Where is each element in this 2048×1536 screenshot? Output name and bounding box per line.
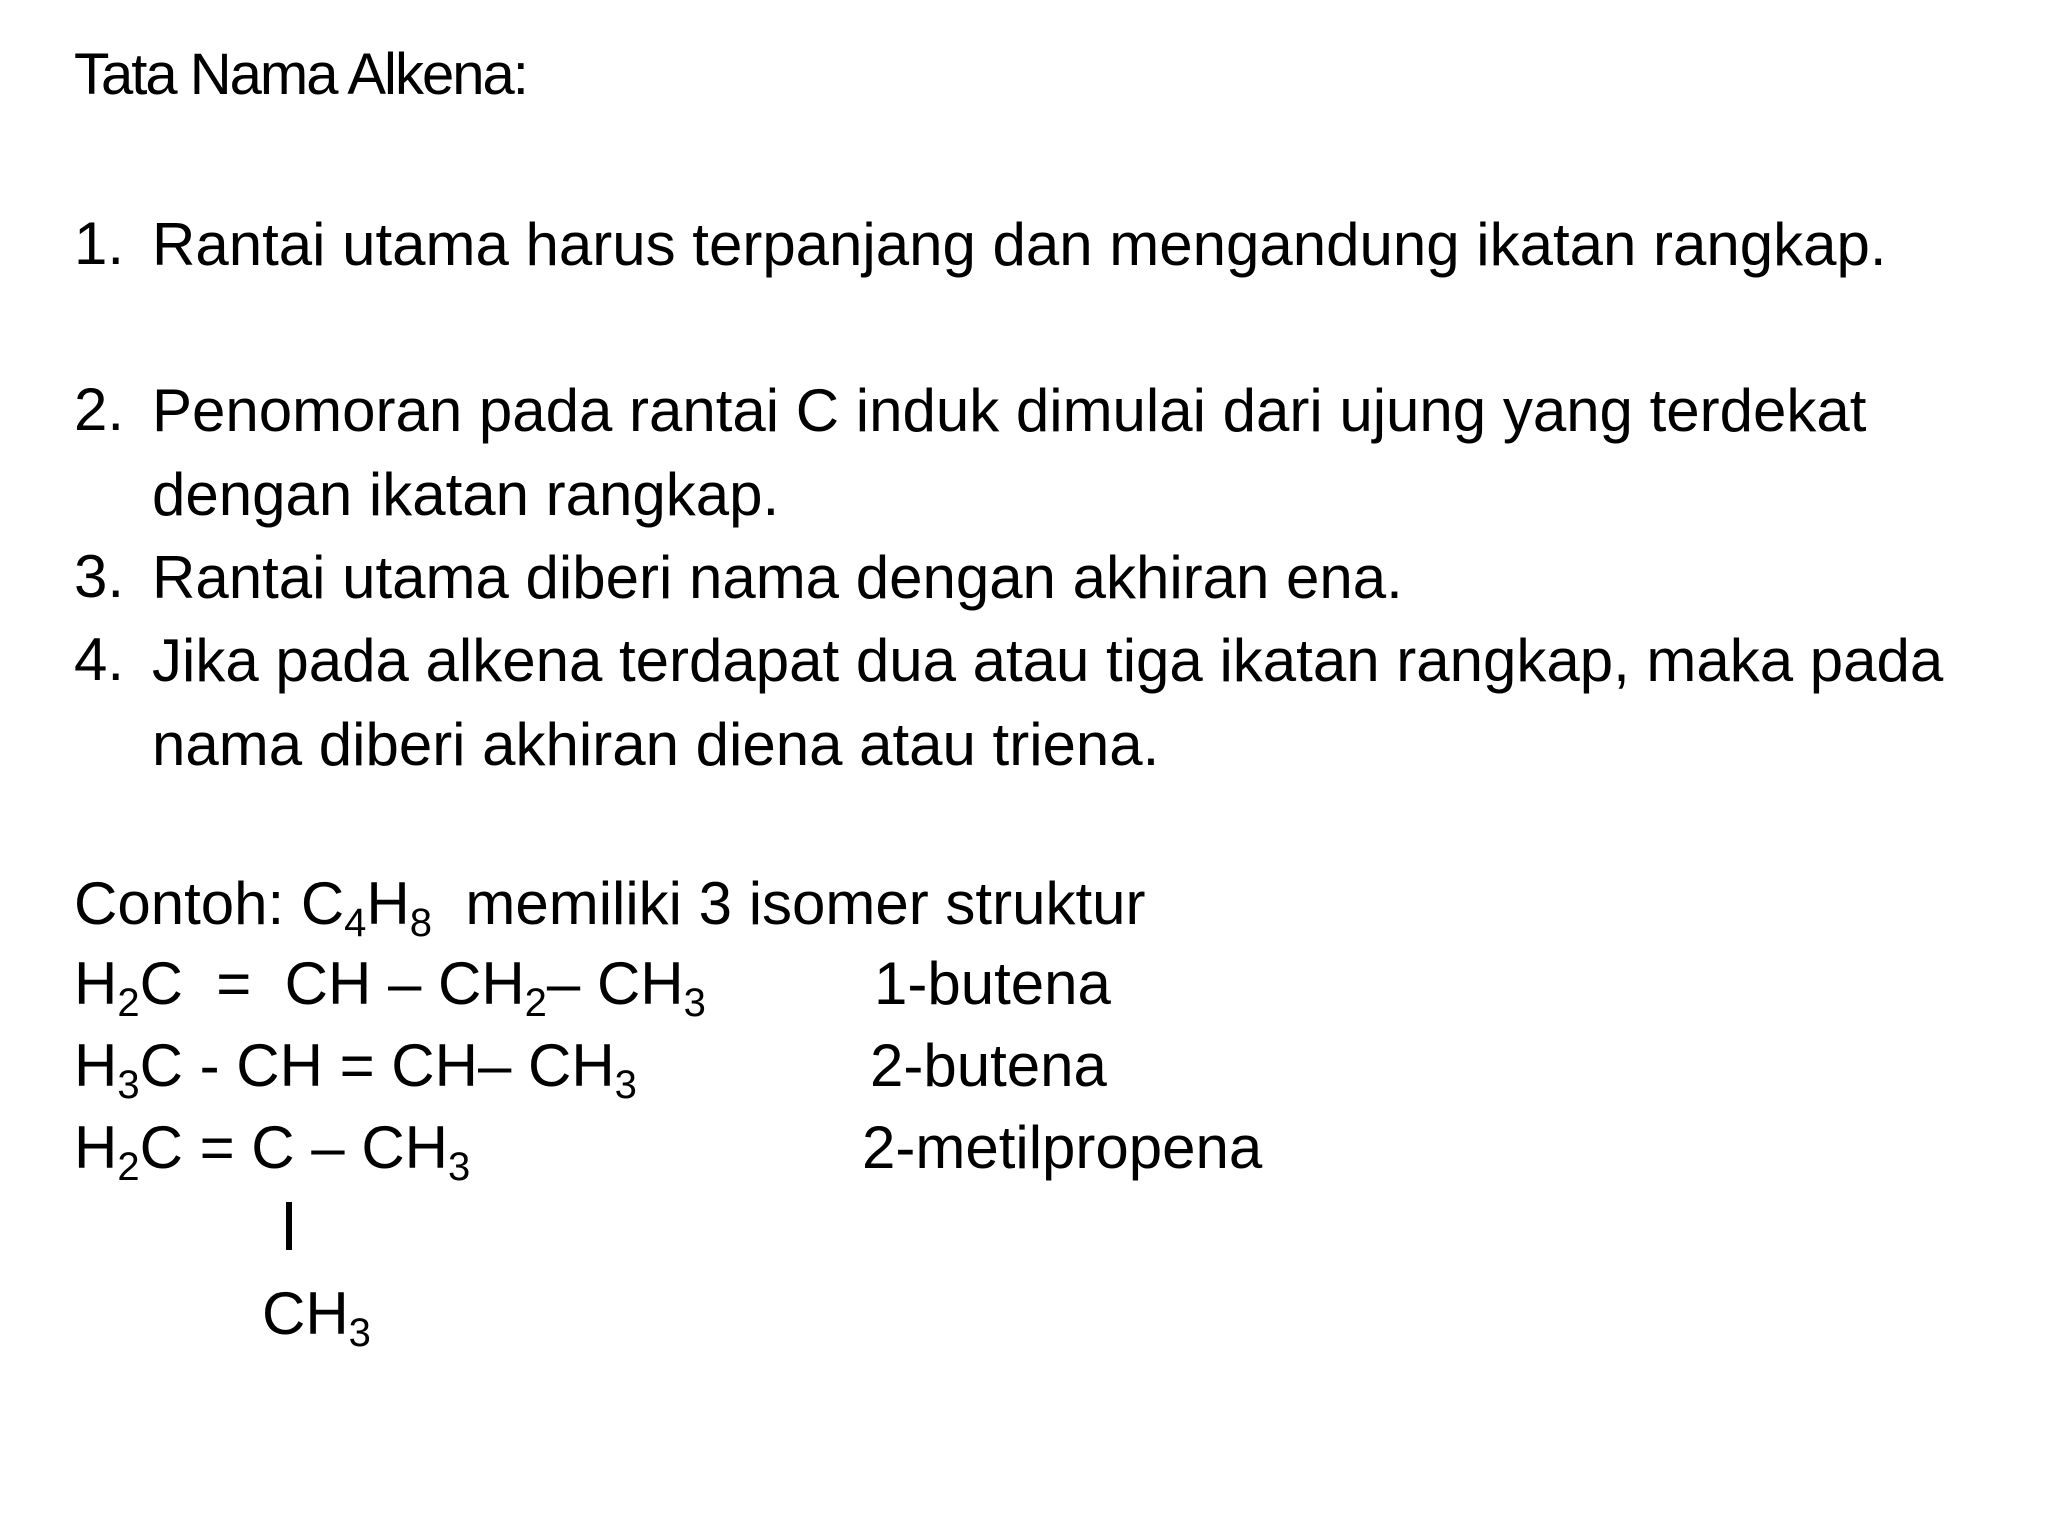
structure-subscript: 3 (683, 981, 706, 1025)
structure-subscript: 3 (117, 1063, 140, 1107)
methyl-branch (262, 1280, 371, 1355)
structure-part: – CH (546, 950, 684, 1017)
structure-part: C = C – CH (139, 1114, 449, 1181)
rule-number: 2. (74, 376, 125, 443)
rule-text: Rantai utama diberi nama dengan akhiran ena. (152, 544, 1403, 611)
example-description: memiliki 3 isomer struktur (465, 870, 1146, 937)
rule-number: 3. (74, 543, 125, 610)
isomer-structure (74, 1114, 471, 1189)
rule-number: 4. (74, 626, 125, 693)
structure-subscript: 3 (614, 1063, 637, 1107)
isomer-name: 2-butena (870, 1032, 1107, 1099)
structure-part: C - CH = CH– CH (139, 1032, 615, 1099)
structure-subscript: 2 (117, 981, 140, 1025)
rule-number: 1. (74, 210, 125, 277)
formula-hydrogen-count: 8 (409, 901, 433, 945)
rule-text: Rantai utama harus terpanjang dan mengandung ikatan rangkap. (152, 211, 1887, 278)
formula-hydrogen: H (366, 870, 410, 937)
structure-part: H (74, 1032, 118, 1099)
example-label: Contoh: (74, 870, 285, 937)
rule-text: Penomoran pada rantai C induk dimulai dari ujung yang terdekat dengan ikatan rangkap. (152, 377, 1867, 528)
molecular-formula (300, 870, 433, 945)
structure-subscript: 3 (348, 1311, 371, 1355)
example-intro (74, 870, 1146, 945)
isomer-name: 1-butena (874, 950, 1111, 1017)
structure-part: C = CH – CH (139, 950, 525, 1017)
structure-part: CH (262, 1280, 349, 1347)
structure-subscript: 3 (448, 1145, 471, 1189)
isomer-structure (74, 950, 706, 1025)
isomer-structure (74, 1032, 637, 1107)
structure-part: H (74, 950, 118, 1017)
formula-carbon: C (300, 870, 345, 937)
structure-subscript: 2 (117, 1145, 140, 1189)
page-title: Tata Nama Alkena: (74, 42, 527, 107)
structure-subscript: 2 (524, 981, 547, 1025)
single-bond-line (286, 1202, 292, 1250)
formula-carbon-count: 4 (344, 901, 367, 945)
isomer-name: 2-metilpropena (862, 1114, 1263, 1181)
rule-text: Jika pada alkena terdapat dua atau tiga ikatan rangkap, maka pada nama diberi akhiran diena atau triena. (152, 627, 1944, 778)
structure-part: H (74, 1114, 118, 1181)
